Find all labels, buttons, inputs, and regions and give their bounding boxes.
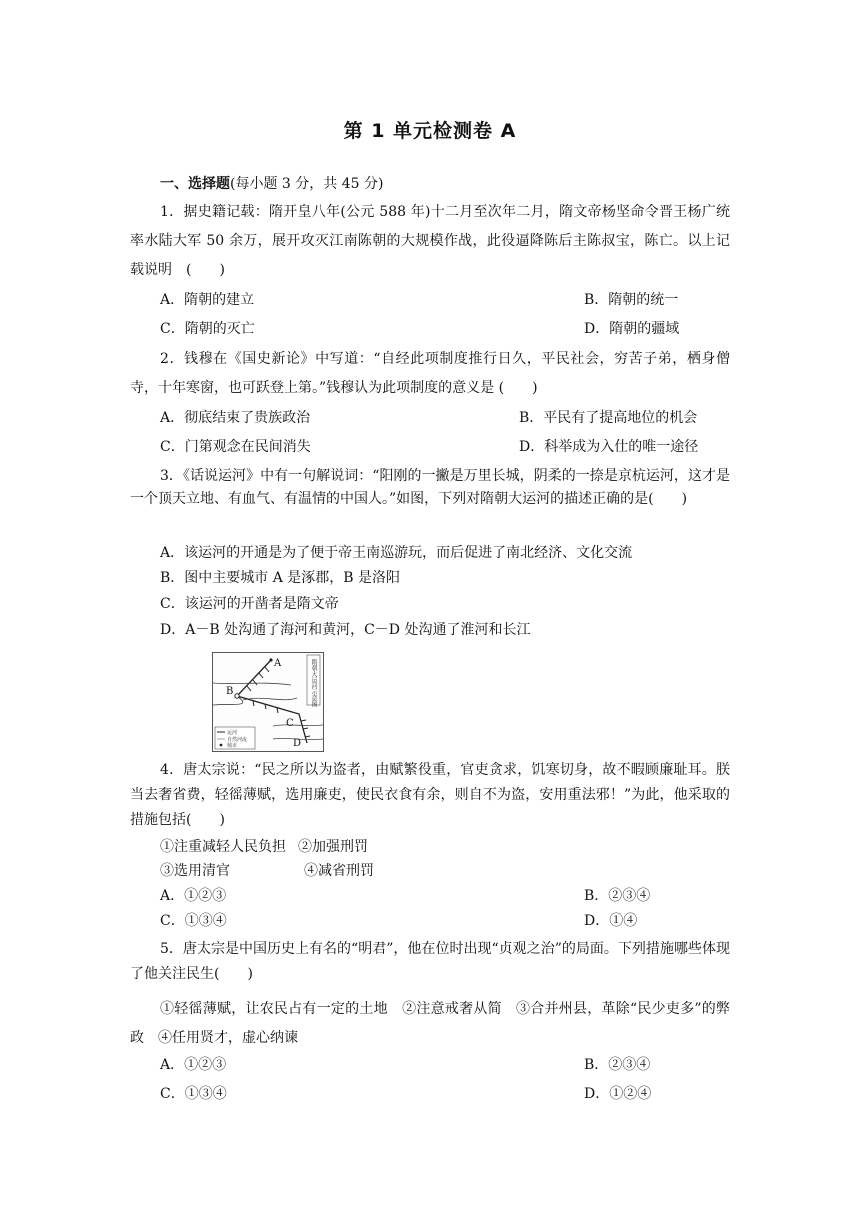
question-1-stem: 1．据史籍记载：隋开皇八年(公元 588 年)十二月至次年二月，隋文帝杨坚命令晋王杨广统率水陆大军 50 余万，展开攻灭江南陈朝的大规模作战，此役逼降陈后主陈叔宝，陈亡。以上记载说明 ( ) [130,204,730,278]
map-label-d: D [293,738,302,749]
canal-map-drawing [213,653,323,751]
q2-option-a: A．彻底结束了贵族政治 [160,410,311,426]
section-heading [160,173,383,193]
q4-option-b: B．②③④ [584,888,651,904]
q1-option-d: D．隋朝的疆域 [584,321,680,337]
q1-option-a: A．隋朝的建立 [160,292,255,308]
q5-option-c: C．①③④ [160,1086,227,1102]
map-label-a: A [274,658,282,669]
q4-statement-2: ②加强刑罚 [298,839,368,855]
legend-city: 城市 [227,743,238,749]
q1-option-c: C．隋朝的灭亡 [160,321,255,337]
q4-statement-3: ③选用清官 [160,863,230,879]
canal-map-figure [212,652,324,752]
map-label-b: B [226,686,234,697]
q3-option-d: D．A－B 处沟通了海河和黄河，C－D 处沟通了淮河和长江 [160,622,531,638]
section-points: (每小题 3 分，共 45 分) [230,176,384,192]
question-3-stem: 3．《话说运河》中有一句解说词：“阳刚的一撇是万里长城，阴柔的一捺是京杭运河，这才是一个顶天立地、有血气、有温情的中国人。”如图，下列对隋朝大运河的描述正确的是( ) [130,468,730,507]
city-a-marker [269,658,272,661]
q4-statements-line-2 [160,861,374,881]
q5-option-a: A．①②③ [160,1057,227,1073]
page-title: 第 1 单元检测卷 A [343,120,517,142]
river-line [273,725,323,726]
q5-option-d: D．①②④ [584,1086,652,1102]
city-b-marker [235,694,239,698]
river-line [213,683,291,685]
q1-option-b: B．隋朝的统一 [584,292,679,308]
q4-statements-line-1 [160,837,368,857]
q3-option-b: B．图中主要城市 A 是涿郡，B 是洛阳 [160,570,401,586]
q4-statement-1: ①注重减轻人民负担 [160,839,286,855]
q5-option-b: B．②③④ [584,1057,651,1073]
q2-option-b: B．平民有了提高地位的机会 [519,410,698,426]
legend-river: 自然河流 [227,737,248,743]
q4-statement-4: ④减省刑罚 [304,863,374,879]
section-label: 一、选择题 [160,176,230,192]
q2-option-d: D．科举成为入仕的唯一途径 [519,439,699,455]
q4-option-d: D．①④ [584,913,638,929]
q5-statements: ①轻徭薄赋，让农民占有一定的土地 ②注意戒奢从简 ③合并州县，革除“民少吏多”的弊政 ④任用贤才，虚心纳谏 [130,1001,730,1046]
map-side-title: 隋朝大运河示意图 [310,659,317,707]
question-4-stem: 4．唐太宗说：“民之所以为盗者，由赋繁役重，官吏贪求，饥寒切身，故不暇顾廉耻耳。朕当去奢省费，轻徭薄赋，选用廉吏，使民衣食有余，则自不为盗，安用重法邪！”为此，他采取的措施包括( ) [130,762,730,828]
q4-option-c: C．①③④ [160,913,227,929]
q4-option-a: A．①②③ [160,888,227,904]
q3-option-c: C．该运河的开凿者是隋文帝 [160,596,339,612]
q3-option-a: A．该运河的开通是为了便于帝王南巡游玩，而后促进了南北经济、文化交流 [160,545,633,561]
map-label-c: C [286,718,294,729]
legend-canal: 运河 [227,730,238,736]
question-2-stem: 2．钱穆在《国史新论》中写道：“自经此项制度推行日久，平民社会，穷苦子弟，栖身僧寺，十年寒窗，也可跃登上第。”钱穆认为此项制度的意义是 ( ) [130,351,730,396]
question-5-stem: 5．唐太宗是中国历史上有名的“明君”，他在位时出现“贞观之治”的局面。下列措施哪些体现了他关注民生( ) [130,941,730,982]
q2-option-c: C．门第观念在民间消失 [160,439,311,455]
